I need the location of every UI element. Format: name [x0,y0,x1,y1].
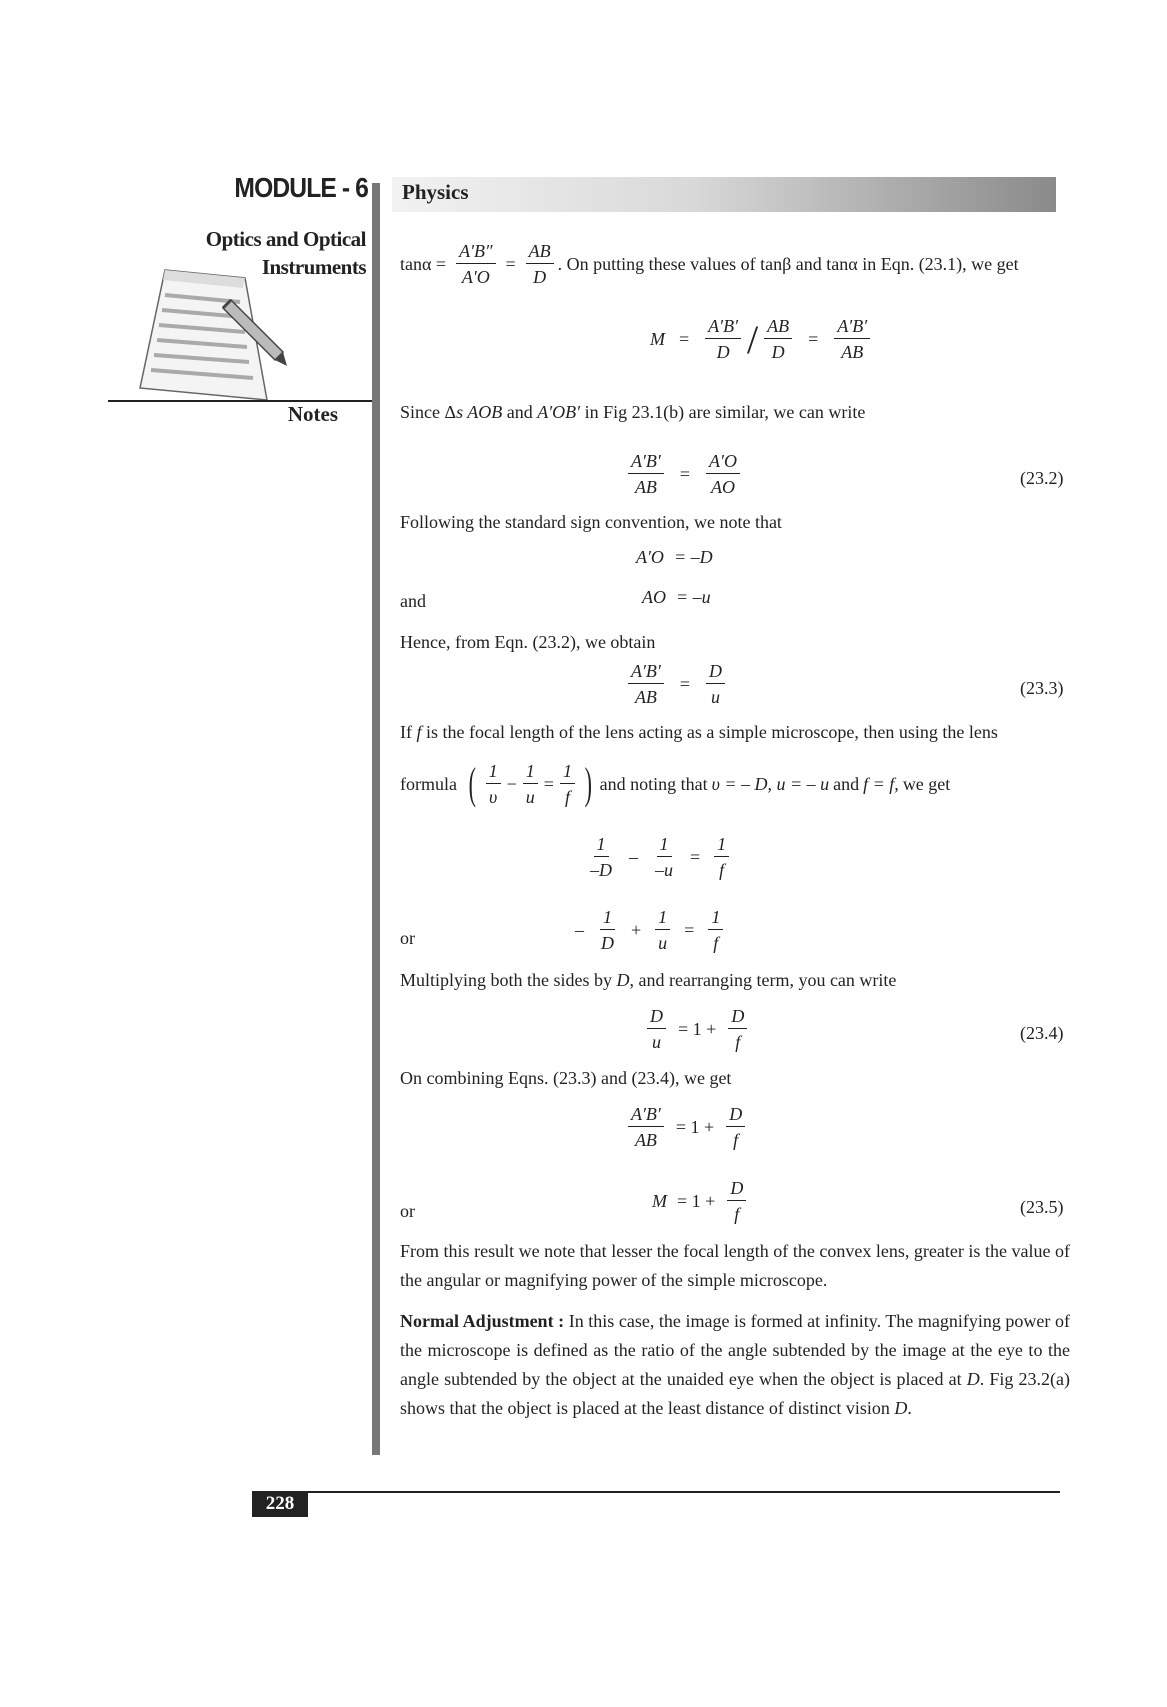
tan-alpha-text: . On putting these values of tanβ and tanα in Eqn. (23.1), we get [557,253,1019,274]
or-label: or [400,1201,415,1221]
section-title-line2: Instruments [261,255,366,279]
footer-rule [300,1491,1060,1493]
equation-label: (23.4) [1020,1023,1064,1043]
reciprocal-equation-2: – $\frac{1}{D}$ + $\frac{1}{u}$ = $\frac{1}{f}$ [575,906,725,954]
paragraph-result: From this result we note that lesser the focal length of the convex lens, greater is the value of the angular or magnifying power of the simple microscope. [400,1241,1070,1290]
equation-label: (23.5) [1020,1197,1064,1217]
reciprocal-equation-1: $\frac{1}{-D}$ – $\frac{1}{-u}$ = $\frac{1}{f}$ [585,833,731,881]
fraction: $\frac{A'B''}{A'O}$ [456,240,495,288]
paragraph-sign-convention: Following the standard sign convention, we note that [400,512,782,532]
paragraph-focal-length: If f is the focal length of the lens acting as a simple microscope, then using the lens [400,722,998,742]
equation-23-4: $\frac{D}{u}$ = 1 + $\frac{D}{f}$ [645,1005,749,1053]
margin-bar [372,183,380,1455]
equation-23-3: $\frac{A'B'}{AB}$ = $\frac{D}{u}$ [626,660,727,708]
subject-title: Physics [402,180,469,204]
notes-pencil-icon [135,260,295,410]
notes-label: Notes [287,402,338,426]
paragraph-multiplying: Multiplying both the sides by D, and rearranging term, you can write [400,970,897,990]
fraction: $\frac{AB}{D}$ [526,240,554,288]
tan-alpha-lhs: tanα = [400,253,447,274]
paragraph-normal-adjustment: Normal Adjustment : In this case, the image is formed at infinity. The magnifying power of the microscope is defined as the ratio of the angle subtended by the image at the eye to the angle subtended by the object at the unaided eye when the object is placed at D. Fig 23.2(a) shows that the object is placed at the least distance of distinct vision D. [400,1311,1070,1418]
combined-equation: $\frac{A'B'}{AB}$ = 1 + $\frac{D}{f}$ [626,1103,747,1151]
and-label: and [400,591,426,611]
section-title-line1: Optics and Optical [205,227,366,251]
equation-AO: AO = –u [642,587,711,607]
subject-bar [392,177,1056,212]
equation-23-2: $\frac{A'B'}{AB}$ = $\frac{A'O}{AO}$ [626,450,742,498]
module-label: MODULE - 6 [234,172,368,203]
paragraph-similar-triangles: Since Δs AOB and A′OB′ in Fig 23.1(b) are similar, we can write [400,402,866,422]
equation-23-5: M = 1 + $\frac{D}{f}$ [652,1177,748,1225]
tan-alpha-line: tanα = $\frac{A'B''}{A'O}$ = $\frac{AB}{D}$ . On putting these values of tanβ and tanα in Eqn. (23.1), we get [400,241,1019,287]
magnification-equation: M = $\frac{A'B'}{D}$ / $\frac{AB}{D}$ = $\frac{A'B'}{AB}$ [650,315,872,363]
paragraph-hence: Hence, from Eqn. (23.2), we obtain [400,632,656,652]
equation-label: (23.2) [1020,468,1064,488]
page-number: 228 [252,1491,308,1517]
equation-label: (23.3) [1020,678,1064,698]
equation-AprimeO: A′O = –D [636,547,713,567]
or-label: or [400,928,415,948]
lens-formula-line: formula ( $\frac{1}{\upsilon}$ − $\frac{1}{u}$ = $\frac{1}{f}$ ) and noting that υ = – D, u = – u and f = f, we get [400,759,951,808]
paragraph-combining: On combining Eqns. (23.3) and (23.4), we get [400,1068,732,1088]
